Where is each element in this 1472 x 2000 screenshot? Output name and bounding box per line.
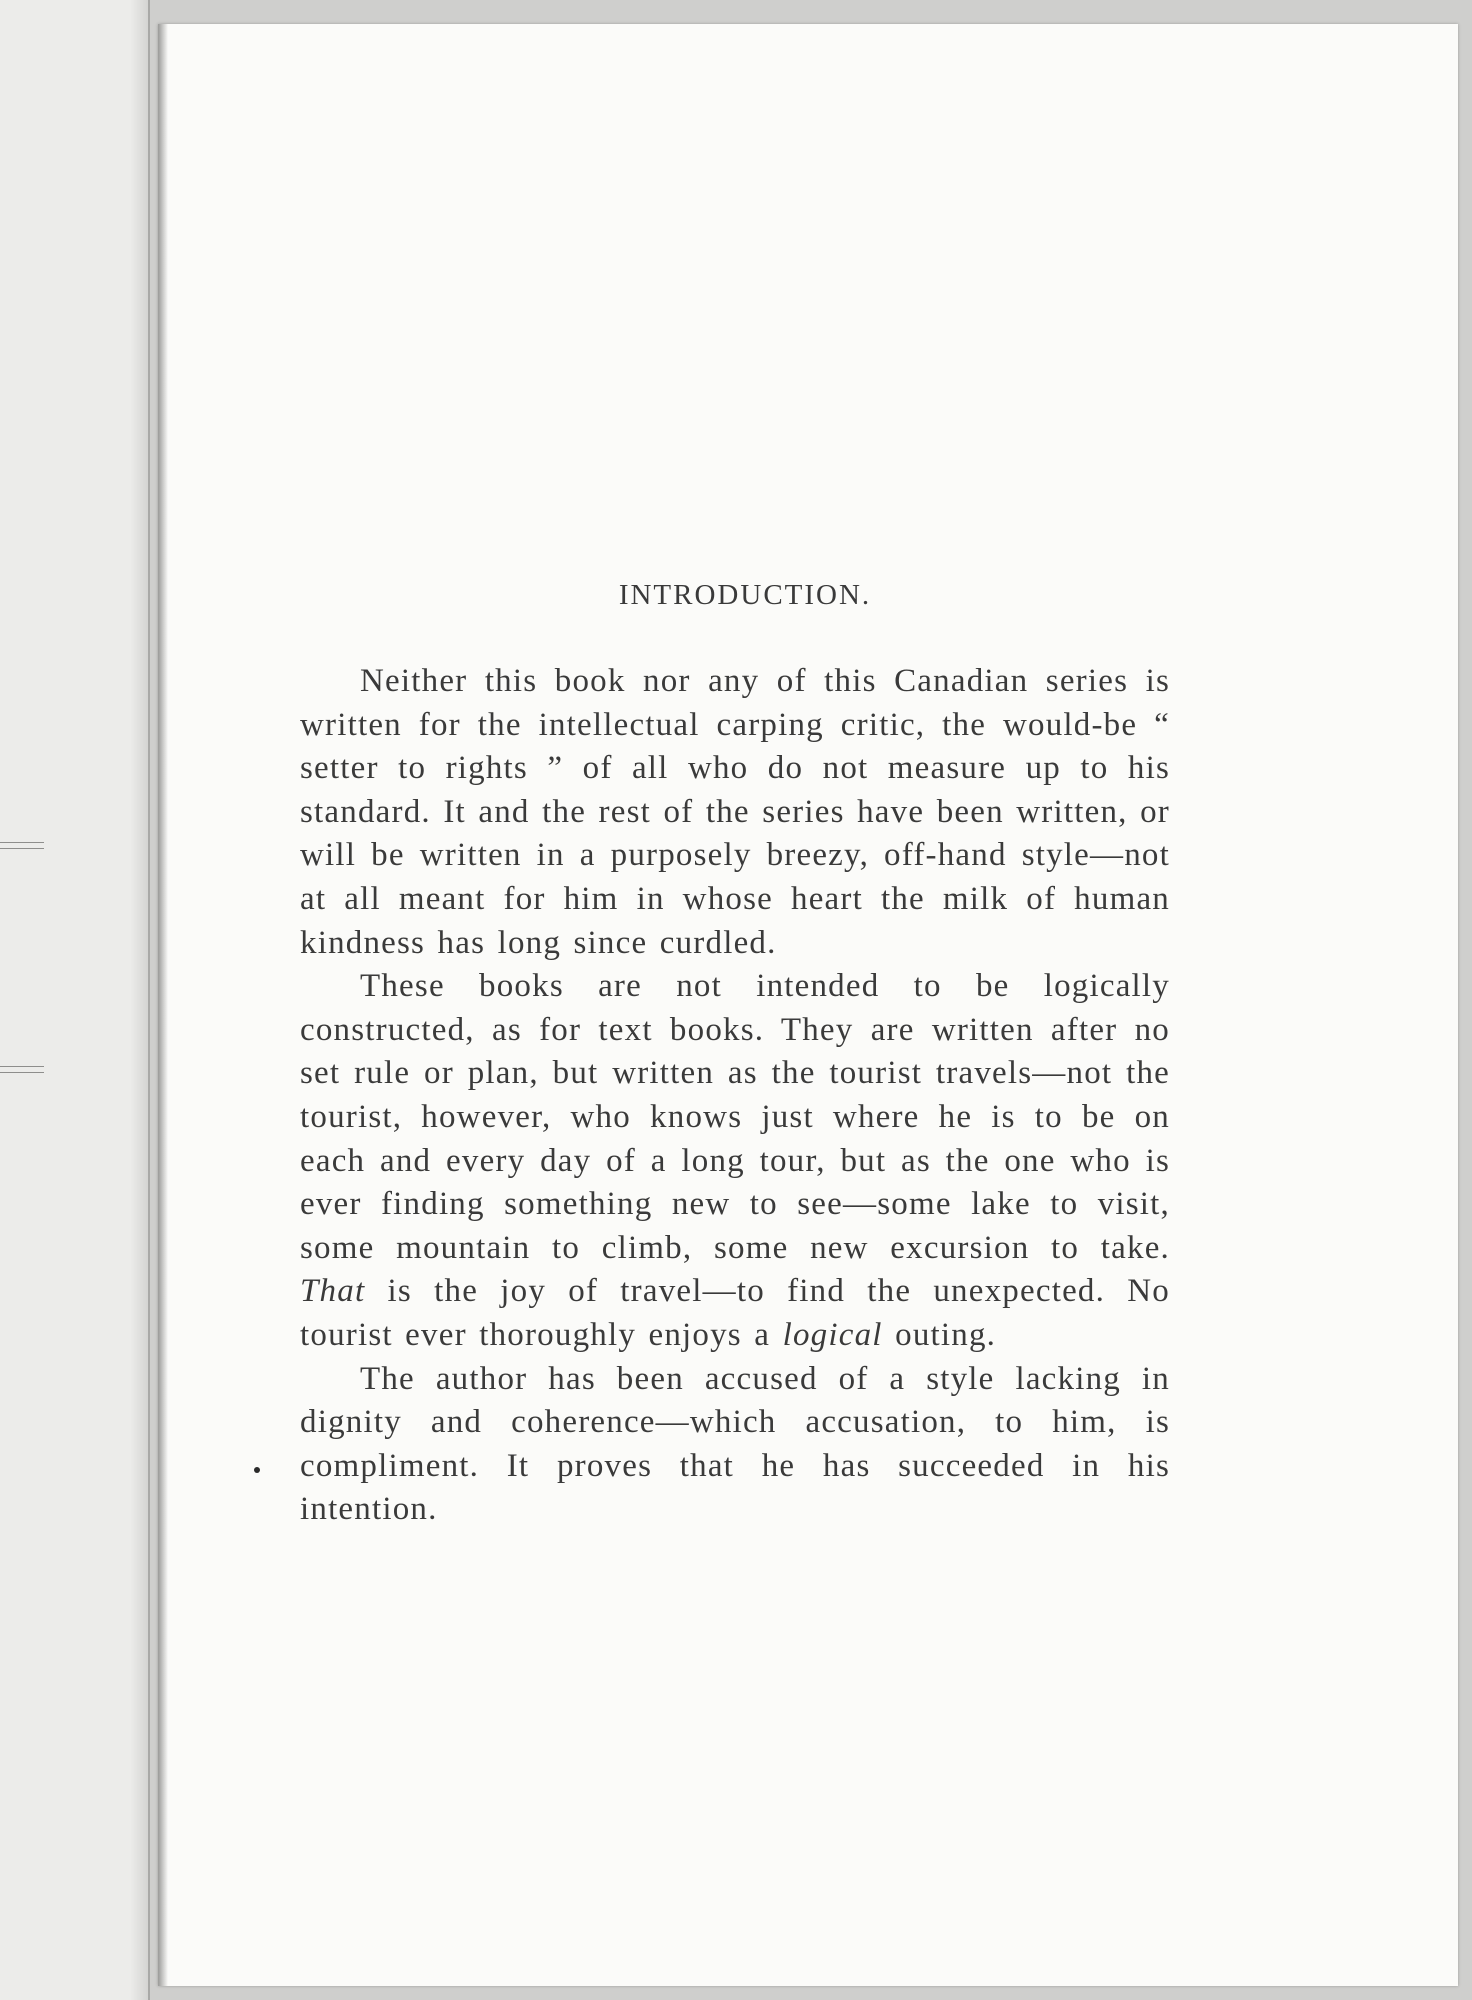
margin-rule [0, 1066, 44, 1073]
facing-page [0, 0, 150, 2000]
margin-rule [0, 842, 44, 849]
margin-mark [254, 1467, 260, 1473]
paragraph-text: Neither this book nor any of this Canadian series is written for the intellectual carping critic, the would-be “ setter to rights ” of all who do not measure up to his standard. It and the rest of the series have been written, or will be written in a purposely breezy, off-hand style—not at all meant for him in whose heart the milk of human kindness has long since curdled. [300, 663, 1170, 961]
paragraph-text: is the joy of travel—to find the unexpected. No tourist ever thoroughly enjoys a [300, 1273, 1170, 1353]
emphasis-logical: logical [782, 1316, 883, 1353]
paragraph-text: The author has been accused of a style lacking in dignity and coherence—which accusation, to him, is compliment. It proves that he has succeeded in his intention. [300, 1360, 1170, 1528]
page-heading: INTRODUCTION. [618, 579, 872, 611]
gutter-shadow [130, 0, 148, 2000]
introduction-text [300, 579, 1170, 1532]
paragraph-1 [300, 660, 1170, 965]
paragraph-2 [300, 965, 1170, 1357]
paragraph-text: These books are not intended to be logically constructed, as for text books. They are written after no set rule or plan, but written as the tourist travels—not the tourist, however, who knows just where he is to be on each and every day of a long tour, but as the one who is ever finding something new to see—some lake to visit, some mountain to climb, some new excursion to take. [300, 968, 1170, 1266]
paragraph-text: outing. [882, 1316, 997, 1353]
paragraph-3 [300, 1358, 1170, 1532]
emphasis-that: That [300, 1273, 366, 1310]
binding-shadow [158, 24, 168, 1986]
book-page [158, 24, 1458, 1986]
